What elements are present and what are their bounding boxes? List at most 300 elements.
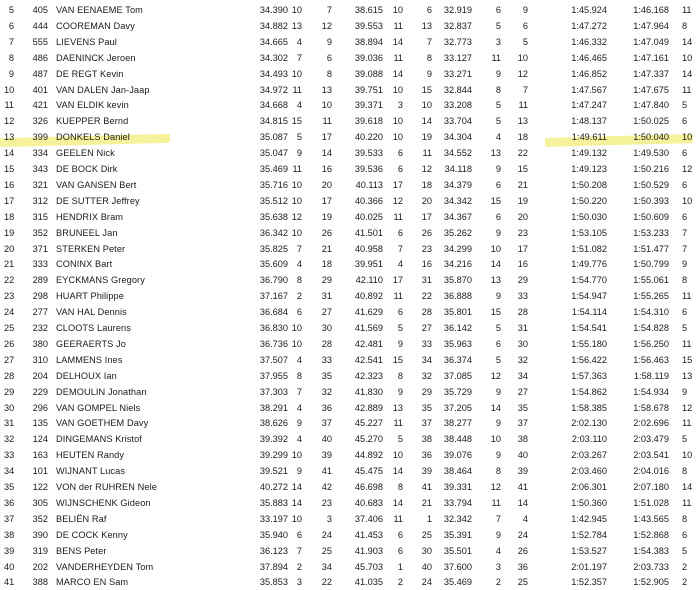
table-row: [0, 304, 700, 320]
best-lap-number: 5: [682, 323, 688, 333]
sector1-rank: 41: [321, 466, 332, 477]
sector1-rank: 28: [321, 338, 332, 349]
ideal-lap: 1:46.465: [571, 52, 607, 63]
best-lap-number: 6: [682, 179, 688, 190]
number: 101: [32, 466, 48, 477]
sector3-rank: 6: [522, 20, 528, 31]
number: 555: [32, 36, 48, 47]
sector2-rank: 29: [421, 386, 432, 397]
table-row: [0, 479, 700, 495]
position: 34: [4, 466, 15, 477]
sector2-lap: 17: [392, 275, 403, 286]
sector3-rank: 38: [517, 434, 528, 445]
sector3-time: 35.729: [443, 386, 472, 397]
ideal-lap: 1:53.527: [571, 545, 607, 556]
sector2-rank: 25: [421, 529, 432, 540]
sector2-rank: 30: [421, 545, 432, 556]
number: 343: [32, 164, 48, 174]
sector1-lap: 3: [296, 577, 302, 588]
table-row: [0, 384, 700, 400]
sector2-time: 40.366: [354, 195, 383, 206]
sector3-lap: 9: [495, 529, 501, 540]
ideal-lap: 2:01.197: [571, 561, 607, 572]
sector3-time: 33.127: [443, 52, 472, 63]
sector1-time: 37.507: [259, 354, 288, 365]
driver-name: LAMMENS Ines: [56, 354, 123, 365]
table-row: [0, 256, 700, 272]
number: 310: [32, 354, 48, 365]
sector2-rank: 17: [421, 211, 432, 222]
table-row: [0, 50, 700, 66]
sector1-lap: 10: [291, 227, 302, 238]
number: 122: [32, 482, 48, 492]
driver-name: BRUNEEL Jan: [56, 227, 118, 238]
ideal-lap: 1:54.114: [571, 307, 607, 318]
number: 326: [32, 116, 48, 127]
sector2-lap: 7: [397, 243, 403, 254]
sector3-rank: 29: [517, 275, 528, 286]
sector3-lap: 5: [495, 323, 501, 333]
sector2-rank: 7: [426, 36, 432, 47]
sector1-lap: 9: [296, 418, 302, 429]
sector1-rank: 36: [321, 402, 332, 413]
sector3-rank: 4: [522, 513, 528, 524]
sector2-lap: 10: [392, 5, 403, 15]
table-row: [0, 97, 700, 113]
sector2-lap: 2: [397, 577, 403, 588]
sector1-rank: 10: [321, 100, 332, 111]
best-lap: 2:02.696: [633, 418, 669, 429]
sector3-rank: 7: [522, 84, 528, 95]
sector1-lap: 10: [291, 5, 302, 15]
sector3-rank: 17: [517, 243, 528, 254]
sector2-rank: 11: [422, 148, 432, 159]
sector2-rank: 18: [421, 179, 432, 190]
sector1-time: 40.272: [259, 482, 288, 492]
sector1-time: 36.123: [259, 545, 288, 556]
driver-name: WIJNSCHENK Gideon: [56, 497, 151, 508]
number: 204: [32, 370, 48, 381]
sector1-time: 35.469: [259, 164, 288, 174]
best-lap-number: 6: [682, 529, 688, 540]
driver-name: DINGEMANS Kristof: [56, 434, 142, 445]
sector1-rank: 34: [321, 561, 332, 572]
sector3-time: 38.464: [443, 466, 472, 477]
position: 15: [4, 164, 15, 174]
sector2-lap: 12: [392, 195, 403, 206]
sector3-rank: 26: [517, 545, 528, 556]
ideal-lap: 1:42.945: [571, 513, 607, 524]
number: 421: [32, 100, 48, 111]
sector1-time: 37.894: [259, 561, 288, 572]
sector3-lap: 15: [490, 195, 501, 206]
position: 26: [4, 338, 15, 349]
sector2-rank: 28: [421, 307, 432, 318]
position: 13: [4, 132, 15, 143]
sector3-time: 37.205: [443, 402, 472, 413]
sector3-rank: 10: [517, 52, 528, 63]
sector3-lap: 11: [491, 52, 501, 63]
sector2-lap: 6: [397, 545, 403, 556]
table-row: [0, 161, 700, 177]
driver-name: DELHOUX Ian: [56, 370, 117, 381]
sector2-lap: 4: [397, 259, 403, 270]
sector1-lap: 4: [296, 36, 302, 47]
ideal-lap: 2:03.460: [571, 466, 607, 477]
sector1-time: 36.684: [259, 307, 288, 318]
table-row: [0, 241, 700, 257]
sector1-lap: 11: [292, 164, 302, 174]
ideal-lap: 1:51.082: [571, 243, 607, 254]
table-row: [0, 272, 700, 288]
sector3-rank: 34: [517, 370, 528, 381]
driver-name: VAN HAL Dennis: [56, 307, 127, 318]
table-row: [0, 34, 700, 50]
sector1-time: 36.830: [259, 323, 288, 333]
sector2-time: 39.533: [354, 148, 383, 159]
sector3-lap: 5: [495, 354, 501, 365]
position: 12: [4, 116, 15, 127]
best-lap: 1:50.609: [633, 211, 669, 222]
best-lap-number: 10: [682, 195, 693, 206]
sector3-rank: 28: [517, 307, 528, 318]
best-lap: 1:52.905: [633, 577, 669, 588]
table-row: [0, 559, 700, 575]
table-row: [0, 431, 700, 447]
position: 39: [4, 545, 15, 556]
sector2-rank: 31: [421, 275, 432, 286]
sector2-time: 41.453: [354, 529, 383, 540]
driver-name: MARCO EN Sam: [56, 577, 129, 588]
best-lap-number: 2: [682, 561, 688, 572]
position: 36: [4, 497, 15, 508]
sector3-lap: 5: [495, 100, 501, 111]
best-lap: 1:43.565: [633, 513, 669, 524]
sector3-lap: 2: [495, 577, 501, 588]
sector2-time: 39.371: [354, 100, 383, 111]
sector2-rank: 38: [421, 434, 432, 445]
sector2-lap: 11: [393, 211, 403, 222]
position: 30: [4, 402, 15, 413]
sector3-time: 34.379: [443, 179, 472, 190]
position: 41: [4, 577, 15, 588]
sector3-time: 33.208: [443, 100, 472, 111]
sector1-rank: 23: [321, 497, 332, 508]
sector3-lap: 5: [495, 20, 501, 31]
sector3-rank: 20: [517, 211, 528, 222]
sector1-time: 35.716: [259, 179, 288, 190]
sector1-time: 34.668: [259, 100, 288, 111]
sector2-rank: 24: [421, 577, 432, 588]
driver-name: KUEPPER Bernd: [56, 116, 129, 127]
best-lap-number: 10: [682, 132, 693, 143]
sector2-rank: 14: [421, 116, 432, 127]
driver-name: CONINX Bart: [56, 259, 113, 270]
sector2-rank: 23: [421, 243, 432, 254]
ideal-lap: 2:06.301: [571, 482, 607, 492]
best-lap: 1:56.463: [633, 354, 669, 365]
sector3-lap: 11: [491, 497, 501, 508]
position: 17: [4, 195, 15, 206]
sector3-time: 33.271: [443, 68, 472, 79]
table-row: [0, 288, 700, 304]
best-lap: 1:55.061: [633, 275, 669, 286]
number: 334: [32, 148, 48, 159]
position: 6: [8, 20, 14, 31]
sector1-lap: 10: [291, 338, 302, 349]
sector1-lap: 2: [296, 291, 302, 302]
sector3-lap: 13: [490, 275, 501, 286]
sector1-time: 34.390: [259, 5, 288, 15]
sector2-time: 45.475: [354, 466, 383, 477]
sector3-rank: 33: [517, 291, 528, 302]
sector3-lap: 9: [495, 386, 501, 397]
sector2-lap: 15: [392, 354, 403, 365]
sector1-lap: 5: [296, 132, 302, 143]
sector1-rank: 14: [321, 148, 332, 159]
sector1-time: 35.087: [259, 132, 288, 143]
table-row: [0, 177, 700, 193]
ideal-lap: 2:03.110: [571, 434, 607, 445]
driver-name: GEERAERTS Jo: [56, 338, 126, 349]
best-lap-number: 6: [682, 116, 688, 127]
driver-name: VAN EENAEME Tom: [56, 5, 143, 15]
sector2-time: 38.894: [354, 36, 383, 47]
best-lap: 1:54.934: [633, 386, 669, 397]
sector3-lap: 15: [490, 307, 501, 318]
sector2-rank: 9: [426, 68, 432, 79]
table-row: [0, 336, 700, 352]
number: 444: [32, 20, 48, 31]
sector2-lap: 14: [392, 68, 403, 79]
driver-name: DAENINCK Jeroen: [56, 52, 136, 63]
number: 229: [32, 386, 48, 397]
sector2-rank: 39: [421, 466, 432, 477]
best-lap-number: 11: [682, 338, 692, 349]
position: 14: [4, 148, 15, 159]
sector3-lap: 12: [490, 370, 501, 381]
sector2-time: 39.751: [354, 84, 383, 95]
sector2-time: 42.110: [355, 275, 383, 286]
sector1-rank: 18: [321, 259, 332, 270]
number: 296: [32, 402, 48, 413]
sector3-time: 34.342: [443, 195, 472, 206]
ideal-lap: 1:46.332: [571, 36, 607, 47]
best-lap: 1:47.840: [633, 100, 669, 111]
number: 388: [32, 577, 48, 588]
sector1-rank: 26: [321, 227, 332, 238]
sector1-time: 37.303: [259, 386, 288, 397]
sector1-lap: 10: [291, 513, 302, 524]
sector3-rank: 12: [517, 68, 528, 79]
number: 232: [32, 323, 48, 333]
sector3-lap: 12: [490, 482, 501, 492]
sector2-time: 42.541: [354, 354, 383, 365]
driver-name: EYCKMANS Gregory: [56, 275, 145, 286]
sector3-rank: 25: [517, 577, 528, 588]
ideal-lap: 1:50.030: [571, 211, 607, 222]
best-lap-number: 14: [682, 36, 693, 47]
sector1-time: 34.972: [259, 84, 288, 95]
best-lap-number: 11: [682, 418, 692, 429]
sector3-rank: 14: [517, 497, 528, 508]
sector2-rank: 40: [421, 561, 432, 572]
sector3-time: 35.501: [443, 545, 472, 556]
ideal-lap: 1:49.776: [571, 259, 607, 270]
sector3-lap: 6: [495, 5, 501, 15]
sector1-rank: 31: [321, 291, 332, 302]
driver-name: CLOOTS Laurens: [56, 323, 131, 333]
sector3-time: 35.391: [443, 529, 472, 540]
best-lap: 1:50.025: [633, 116, 669, 127]
sector1-rank: 42: [321, 482, 332, 492]
sector1-time: 38.626: [259, 418, 288, 429]
sector3-time: 35.870: [443, 275, 472, 286]
sector1-time: 39.521: [259, 466, 288, 477]
table-row: [0, 495, 700, 511]
sector3-time: 33.794: [443, 497, 472, 508]
best-lap: 1:50.393: [633, 195, 669, 206]
sector1-lap: 7: [296, 545, 302, 556]
driver-name: DE BOCK Dirk: [56, 164, 118, 174]
sector2-time: 40.892: [354, 291, 383, 302]
ideal-lap: 1:46.852: [571, 68, 607, 79]
sector2-rank: 12: [421, 164, 432, 174]
sector2-time: 42.889: [354, 402, 383, 413]
sector2-time: 40.113: [355, 179, 383, 190]
sector1-lap: 10: [291, 323, 302, 333]
ideal-lap: 1:50.208: [571, 179, 607, 190]
table-row: [0, 2, 700, 18]
sector1-lap: 8: [296, 275, 302, 286]
ideal-lap: 1:47.247: [571, 100, 607, 111]
position: 21: [4, 259, 15, 270]
driver-name: DE REGT Kevin: [56, 68, 124, 79]
sector3-lap: 6: [495, 338, 501, 349]
best-lap-number: 9: [682, 386, 688, 397]
sector2-lap: 8: [397, 370, 403, 381]
number: 401: [32, 84, 48, 95]
sector2-rank: 26: [421, 227, 432, 238]
sector3-rank: 41: [517, 482, 528, 492]
sector1-rank: 17: [321, 195, 332, 206]
driver-name: VAN GOMPEL Niels: [56, 402, 141, 413]
driver-name: BENS Peter: [56, 545, 107, 556]
number: 405: [32, 5, 48, 15]
best-lap-number: 8: [682, 513, 688, 524]
ideal-lap: 1:48.137: [571, 116, 607, 127]
ideal-lap: 1:45.924: [571, 5, 607, 15]
sector3-time: 36.142: [443, 323, 472, 333]
sector2-rank: 8: [426, 52, 432, 63]
table-row: [0, 82, 700, 98]
ideal-lap: 1:54.947: [571, 291, 607, 302]
sector1-lap: 4: [296, 434, 302, 445]
best-lap-number: 11: [682, 497, 692, 508]
best-lap-number: 15: [682, 354, 693, 365]
best-lap: 2:04.016: [633, 466, 669, 477]
sector2-rank: 33: [421, 338, 432, 349]
sector1-rank: 29: [321, 275, 332, 286]
sector1-lap: 13: [291, 20, 302, 31]
best-lap-number: 2: [682, 577, 688, 588]
best-lap-number: 6: [682, 307, 688, 318]
sector1-lap: 15: [291, 116, 302, 127]
sector3-time: 38.448: [443, 434, 472, 445]
sector1-rank: 3: [326, 513, 332, 524]
number: 487: [32, 68, 48, 79]
number: 289: [32, 275, 48, 286]
best-lap-number: 11: [682, 5, 692, 15]
sector1-rank: 35: [321, 370, 332, 381]
sector1-rank: 39: [321, 450, 332, 461]
number: 486: [32, 52, 48, 63]
number: 352: [32, 227, 48, 238]
sector2-time: 41.035: [354, 577, 383, 588]
sector1-rank: 25: [321, 545, 332, 556]
sector3-time: 34.367: [443, 211, 472, 222]
driver-name: VANDERHEYDEN Tom: [56, 561, 154, 572]
table-row: [0, 129, 700, 145]
position: 27: [4, 354, 15, 365]
table-row: [0, 352, 700, 368]
number: 298: [32, 291, 48, 302]
table-row: [0, 527, 700, 543]
driver-name: LIEVENS Paul: [56, 36, 117, 47]
driver-name: DE COCK Kenny: [56, 529, 128, 540]
sector2-time: 41.501: [354, 227, 383, 238]
number: 390: [32, 529, 48, 540]
sector3-lap: 6: [495, 211, 501, 222]
driver-name: COOREMAN Davy: [56, 20, 135, 31]
position: 9: [8, 68, 14, 79]
sector2-lap: 11: [393, 513, 403, 524]
sector2-time: 41.569: [354, 323, 383, 333]
sector1-time: 36.342: [259, 227, 288, 238]
sector1-rank: 37: [321, 418, 332, 429]
sector2-rank: 1: [426, 513, 432, 524]
position: 22: [4, 275, 15, 286]
table-row: [0, 18, 700, 34]
sector2-lap: 6: [397, 227, 403, 238]
sector3-time: 34.216: [443, 259, 472, 270]
sector3-rank: 11: [518, 100, 528, 111]
sector2-lap: 10: [392, 84, 403, 95]
sector3-lap: 5: [495, 116, 501, 127]
sector3-lap: 14: [490, 259, 501, 270]
sector1-rank: 6: [326, 52, 332, 63]
sector2-time: 40.958: [354, 243, 383, 254]
sector3-time: 39.331: [443, 482, 472, 492]
sector2-lap: 14: [392, 466, 403, 477]
best-lap-number: 9: [682, 259, 688, 270]
sector2-time: 40.683: [354, 497, 383, 508]
driver-name: STERKEN Peter: [56, 243, 126, 254]
best-lap: 2:03.733: [633, 561, 669, 572]
position: 8: [8, 52, 14, 63]
sector3-time: 32.919: [443, 5, 472, 15]
sector1-time: 38.291: [259, 402, 288, 413]
number: 202: [32, 561, 48, 572]
position: 35: [4, 482, 15, 492]
sector1-time: 34.493: [259, 68, 288, 79]
number: 321: [32, 179, 48, 190]
sector3-time: 36.374: [443, 354, 472, 365]
sector1-rank: 30: [321, 323, 332, 333]
sector1-lap: 10: [291, 179, 302, 190]
best-lap: 1:47.337: [633, 68, 669, 79]
sector1-time: 37.167: [259, 291, 288, 302]
